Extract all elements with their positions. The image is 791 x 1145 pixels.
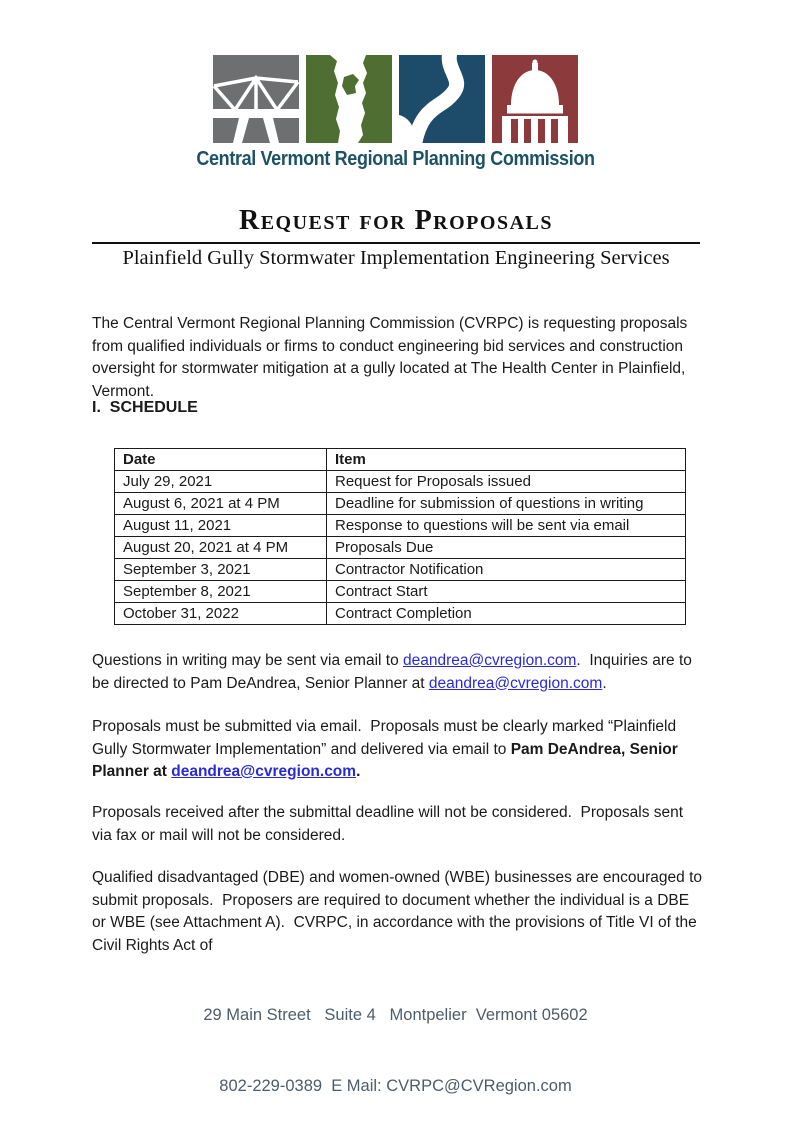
- table-cell-date: September 8, 2021: [115, 581, 327, 603]
- table-cell-date: August 6, 2021 at 4 PM: [115, 493, 327, 515]
- submission-text-2: .: [356, 763, 361, 780]
- questions-paragraph: [92, 650, 704, 695]
- table-cell-item: Request for Proposals issued: [327, 471, 686, 493]
- table-header-row: [115, 449, 686, 471]
- capitol-dome-icon: [492, 55, 578, 143]
- table-cell-item: Contractor Notification: [327, 559, 686, 581]
- footer-address: [0, 957, 791, 1145]
- item-column-header: Item: [327, 449, 686, 471]
- table-row: [115, 471, 686, 493]
- title-divider: [92, 242, 700, 244]
- cvrpc-logo: [0, 55, 791, 171]
- table-cell-date: August 20, 2021 at 4 PM: [115, 537, 327, 559]
- submission-text-1: Proposals must be submitted via email. Proposals must be clearly marked “Plainfield Gully Stormwater Implementation” and delivered via email to: [92, 718, 681, 758]
- table-cell-item: Proposals Due: [327, 537, 686, 559]
- table-cell-item: Contract Completion: [327, 603, 686, 625]
- logo-tiles: [0, 55, 791, 143]
- table-row: [115, 559, 686, 581]
- footer-address-line: 29 Main Street Suite 4 Montpelier Vermont 05602: [203, 1006, 588, 1024]
- title-block: [92, 205, 700, 270]
- table-row: [115, 493, 686, 515]
- table-cell-date: October 31, 2022: [115, 603, 327, 625]
- vermont-state-icon: [306, 55, 392, 143]
- questions-text-1: Questions in writing may be sent via email to: [92, 652, 403, 669]
- footer-contact-line: 802-229-0389 E Mail: CVRPC@CVRegion.com: [219, 1076, 572, 1095]
- table-row: [115, 581, 686, 603]
- dbe-paragraph: Qualified disadvantaged (DBE) and women-owned (WBE) businesses are encouraged to submit proposals. Proposers are required to document whether the individual is a DBE or WBE (see Attachment A). CVRPC, in accordance with the provisions of Title VI of the Civil Rights Act of: [92, 869, 707, 954]
- table-row: [115, 515, 686, 537]
- page-subtitle: Plainfield Gully Stormwater Implementation Engineering Services: [122, 247, 670, 269]
- email-link[interactable]: deandrea@cvregion.com: [171, 763, 357, 780]
- table-cell-item: Contract Start: [327, 581, 686, 603]
- email-link[interactable]: deandrea@cvregion.com: [403, 652, 577, 669]
- schedule-table: [114, 448, 686, 625]
- table-row: [115, 537, 686, 559]
- questions-text-3: .: [602, 674, 607, 692]
- river-icon: [399, 55, 485, 143]
- table-cell-date: September 3, 2021: [115, 559, 327, 581]
- table-cell-item: Deadline for submission of questions in writing: [327, 493, 686, 515]
- submission-paragraph: [92, 716, 704, 784]
- table-cell-date: July 29, 2021: [115, 471, 327, 493]
- email-link[interactable]: deandrea@cvregion.com: [428, 674, 603, 692]
- logo-wordmark: Central Vermont Regional Planning Commission: [196, 148, 595, 170]
- table-cell-item: Response to questions will be sent via email: [327, 515, 686, 537]
- schedule-heading: I. SCHEDULE: [92, 399, 198, 416]
- table-row: [115, 603, 686, 625]
- deadline-paragraph: Proposals received after the submittal deadline will not be considered. Proposals sent via fax or mail will not be considered.: [92, 804, 688, 844]
- intro-paragraph: The Central Vermont Regional Planning Commission (CVRPC) is requesting proposals from qualified individuals or firms to conduct engineering bid services and construction oversight for stormwater mitigation at a gully located at The Health Center in Plainfield, Vermont.: [92, 315, 692, 400]
- table-cell-date: August 11, 2021: [115, 515, 327, 537]
- bridge-icon: [213, 55, 299, 143]
- date-column-header: Date: [115, 449, 327, 471]
- submission-bold-contact: Pam DeAndrea, Senior Planner at: [92, 740, 683, 780]
- page-title: Request for Proposals: [239, 205, 553, 236]
- questions-text-2: . Inquiries are to be directed to Pam DeAndrea, Senior Planner at: [92, 652, 697, 692]
